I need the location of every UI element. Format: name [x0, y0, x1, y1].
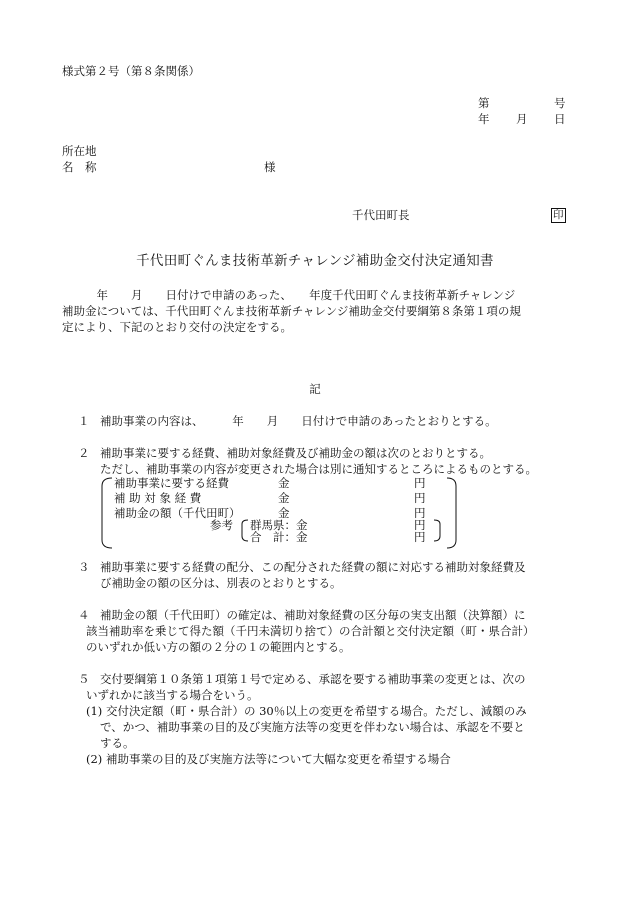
intro-line-2: 補助金については、千代田町ぐんま技術革新チャレンジ補助金交付要綱第８条第１項の規	[62, 304, 521, 318]
location-label: 所在地	[62, 144, 97, 158]
amount-row-3-kin: 金	[278, 506, 290, 520]
doc-number-dai: 第	[478, 96, 490, 110]
reference-row-2-label: 合 計：金	[250, 530, 308, 544]
amount-row-1-yen: 円	[414, 476, 426, 490]
item-2-number: ２	[78, 446, 90, 460]
amount-row-3-yen: 円	[414, 506, 426, 520]
item-1-text: 補助事業の内容は、 年 月 日付けで申請のあったとおりとする。	[100, 414, 497, 428]
amount-row-2-label: 補 助 対 象 経 費	[114, 491, 202, 505]
item-3-number: ３	[78, 560, 90, 574]
item-4-line-3: のいずれか低い方の額の２分の１の範囲内とする。	[86, 640, 351, 654]
amount-row-2-kin: 金	[278, 491, 290, 505]
date-year: 年	[478, 112, 490, 126]
honorific: 様	[264, 160, 276, 174]
reference-row-2-yen: 円	[414, 530, 426, 544]
item-4-line-2: 該当補助率を乗じて得た額（千円未満切り捨て）の合計額と交付決定額（町・県合計）	[86, 624, 535, 638]
reference-row-1-yen: 円	[414, 518, 426, 532]
form-number: 様式第２号（第８条関係）	[62, 64, 200, 78]
date-month: 月	[516, 112, 528, 126]
item-2-line-2: ただし、補助事業の内容が変更された場合は別に通知するところによるものとする。	[100, 462, 537, 476]
item-2-line-1: 補助事業に要する経費、補助対象経費及び補助金の額は次のとおりとする。	[100, 446, 491, 460]
intro-line-1: 年 月 日付けで申請のあった、 年度千代田町ぐんま技術革新チャレンジ	[62, 288, 516, 302]
seal-mark: 印	[553, 209, 564, 221]
item-5-sub-1-line-2: で、かつ、補助事業の目的及び実施方法等の変更を伴わない場合は、承認を不要と	[100, 720, 525, 734]
name-label: 名 称	[62, 160, 97, 174]
item-5-sub-1-line-3: する。	[100, 736, 135, 750]
reference-row-1-label: 群馬県：金	[250, 518, 308, 532]
amount-row-1-kin: 金	[278, 476, 290, 490]
amount-row-1-label: 補助事業に要する経費	[114, 476, 229, 490]
document-title: 千代田町ぐんま技術革新チャレンジ補助金交付決定通知書	[136, 253, 494, 269]
amount-row-3-label: 補助金の額（千代田町）	[114, 506, 241, 520]
item-3-line-2: び補助金の額の区分は、別表のとおりとする。	[100, 576, 342, 590]
amount-row-2-yen: 円	[414, 491, 426, 505]
item-4-number: ４	[78, 608, 90, 622]
item-3-line-1: 補助事業に要する経費の配分、この配分された経費の額に対応する補助対象経費及	[100, 560, 526, 574]
item-5-line-2: いずれかに該当する場合をいう。	[86, 688, 259, 702]
intro-line-3: 定により、下記のとおり交付の決定をする。	[62, 320, 292, 334]
date-day: 日	[554, 112, 566, 126]
issuer-name: 千代田町長	[352, 208, 410, 222]
item-4-line-1: 補助金の額（千代田町）の確定は、補助対象経費の区分毎の実支出額（決算額）に	[100, 608, 526, 622]
reference-label: 参考	[210, 518, 233, 532]
ki-heading: 記	[309, 382, 321, 396]
item-5-number: ５	[78, 672, 90, 686]
item-5-line-1: 交付要綱第１０条第１項第１号で定める、承認を要する補助事業の変更とは、次の	[100, 672, 526, 686]
doc-number-go: 号	[554, 96, 566, 110]
item-1-number: １	[78, 414, 90, 428]
item-5-sub-2: (2) 補助事業の目的及び実施方法等について大幅な変更を希望する場合	[86, 752, 451, 766]
item-5-sub-1-line-1: (1) 交付決定額（町・県合計）の 30％以上の変更を希望する場合。ただし、減額のみ	[86, 704, 527, 718]
